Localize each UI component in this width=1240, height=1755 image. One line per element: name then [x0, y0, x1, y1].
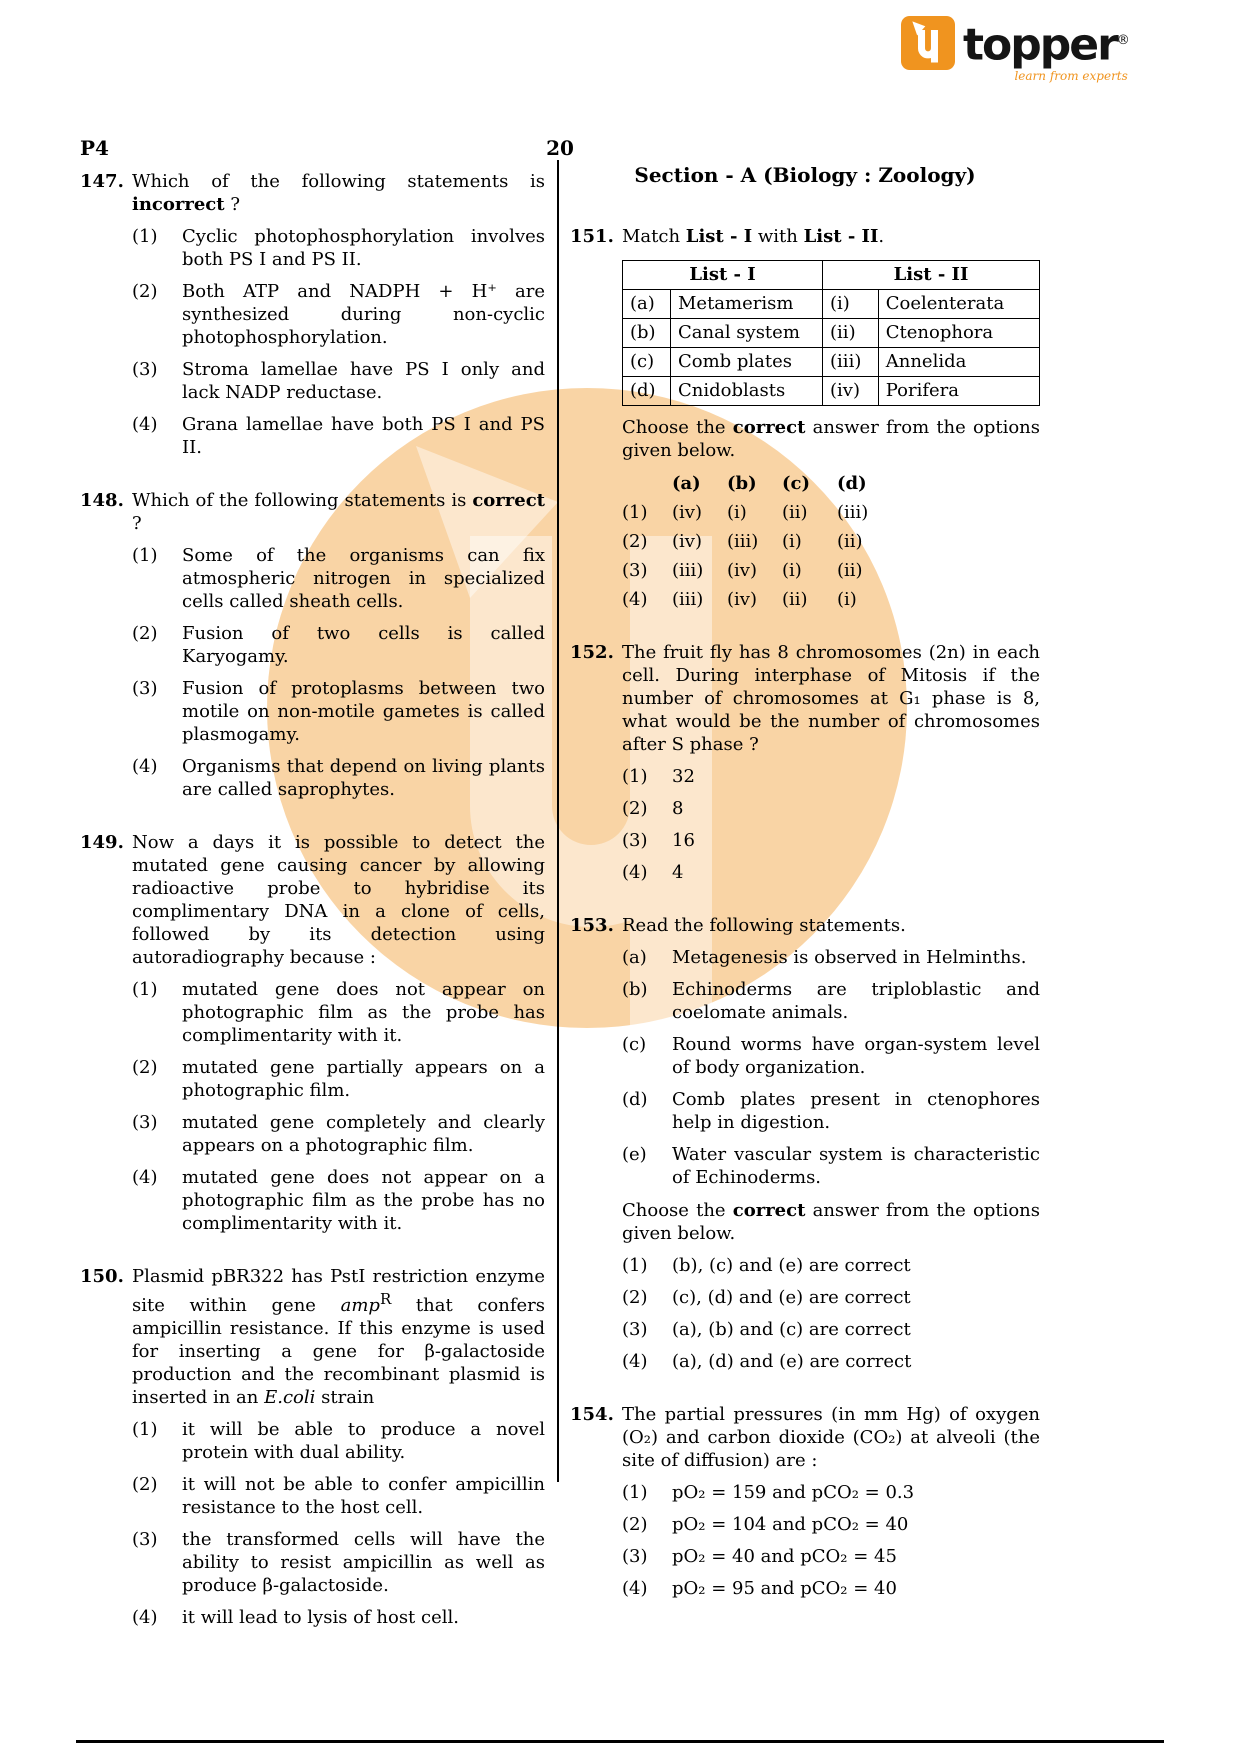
choose-bold: correct [732, 417, 806, 438]
option-text: mutated gene does not appear on a photographic film as the probe has no complimentarity with it. [182, 1167, 545, 1234]
matrix-cell: (i) [782, 531, 802, 552]
left-column [80, 170, 545, 1659]
matrix-cell: (ii) [837, 560, 863, 581]
page-number: 20 [546, 136, 574, 160]
match-table-header-row [623, 261, 1040, 290]
option-text: Organisms that depend on living plants are called saprophytes. [182, 756, 545, 800]
matrix-cell: (iii) [672, 589, 704, 610]
option-row [132, 358, 545, 404]
match-left-text: Cnidoblasts [670, 377, 822, 406]
stem-text: strain [315, 1387, 375, 1408]
question-stem [622, 225, 1040, 248]
option-text: it will not be able to confer ampicillin resistance to the host cell. [182, 1474, 545, 1518]
option-label: (3) [132, 1112, 158, 1133]
option-label: (2) [132, 1474, 158, 1495]
stem-text: . [878, 226, 885, 247]
question-body [132, 1265, 545, 1629]
option-row [622, 829, 1040, 852]
option-row [622, 1318, 1040, 1341]
statement-label: (e) [622, 1144, 647, 1165]
option-label: (2) [132, 623, 158, 644]
matrix-header-row [622, 472, 1040, 495]
option-label: (1) [622, 502, 648, 523]
brand-word: topper [963, 19, 1117, 71]
question-body [132, 489, 545, 801]
matrix-header-cell: (c) [782, 473, 810, 494]
question-stem: The partial pressures (in mm Hg) of oxygen (O₂) and carbon dioxide (CO₂) at alveoli (the site of diffusion) are : [622, 1404, 1040, 1471]
matrix-option-row [622, 588, 1040, 611]
match-left-text: Metamerism [670, 290, 822, 319]
option-label: (3) [132, 359, 158, 380]
option-text: mutated gene completely and clearly appears on a photographic film. [182, 1112, 545, 1156]
option-label: (4) [622, 589, 648, 610]
matrix-cell: (iii) [727, 531, 759, 552]
option-row [622, 1545, 1040, 1568]
option-text: it will lead to lysis of host cell. [182, 1607, 459, 1628]
option-text: (c), (d) and (e) are correct [672, 1287, 911, 1308]
match-table-header-list2: List - II [823, 261, 1040, 290]
matrix-cell: (i) [837, 589, 857, 610]
option-text: pO₂ = 104 and pCO₂ = 40 [672, 1514, 909, 1535]
match-left-text: Canal system [670, 319, 822, 348]
matrix-cell: (ii) [782, 589, 808, 610]
question-153 [570, 914, 1040, 1373]
matrix-cell: (iii) [837, 502, 869, 523]
option-text: Some of the organisms can fix atmospheric nitrogen in specialized cells called sheath cells. [182, 545, 545, 612]
question-body [132, 170, 545, 459]
match-right-text: Annelida [878, 348, 1039, 377]
option-text: 4 [672, 862, 684, 883]
brand-tagline: learn from experts [1014, 68, 1128, 83]
statement-row [622, 1088, 1040, 1134]
option-row [622, 1577, 1040, 1600]
question-number: 149. [80, 832, 124, 853]
option-label: (1) [132, 226, 158, 247]
stem-bold: correct [472, 490, 545, 511]
option-label: (4) [132, 756, 158, 777]
option-text: Both ATP and NADPH + H⁺ are synthesized during non-cyclic photophosphorylation. [182, 281, 545, 348]
statement-label: (c) [622, 1034, 647, 1055]
option-label: (1) [622, 1482, 648, 1503]
choose-text: Choose the [622, 417, 733, 438]
choose-text: answer from the options given below. [622, 1200, 1040, 1244]
option-text: the transformed cells will have the ability to resist ampicillin as well as produce β-galactoside. [182, 1529, 545, 1596]
option-row [132, 755, 545, 801]
option-label: (3) [622, 1319, 648, 1340]
topper-u-icon [901, 16, 955, 70]
match-left-label: (c) [623, 348, 671, 377]
option-text: (b), (c) and (e) are correct [672, 1255, 911, 1276]
question-151 [570, 225, 1040, 611]
option-row [132, 280, 545, 349]
stem-bold: List - I [685, 226, 753, 247]
option-text: mutated gene does not appear on photographic film as the probe has complimentarity with it. [182, 979, 545, 1046]
statement-label: (a) [622, 947, 647, 968]
option-text: pO₂ = 159 and pCO₂ = 0.3 [672, 1482, 915, 1503]
match-table-row [623, 377, 1040, 406]
question-number: 152. [570, 642, 614, 663]
matrix-cell: (iv) [727, 560, 757, 581]
stem-superscript: R [379, 1290, 392, 1308]
option-row [132, 978, 545, 1047]
option-text: Fusion of two cells is called Karyogamy. [182, 623, 545, 667]
option-row [132, 1606, 545, 1629]
option-label: (3) [132, 1529, 158, 1550]
statement-text: Echinoderms are triploblastic and coelomate animals. [672, 979, 1040, 1023]
match-table-row [623, 319, 1040, 348]
option-text: Grana lamellae have both PS I and PS II. [182, 414, 545, 458]
match-table [622, 260, 1040, 406]
question-149 [80, 831, 545, 1235]
question-number: 153. [570, 915, 614, 936]
choose-instruction [622, 416, 1040, 462]
option-row [622, 1254, 1040, 1277]
option-label: (4) [132, 1167, 158, 1188]
option-label: (3) [622, 830, 648, 851]
option-row [132, 622, 545, 668]
paper-code: P4 [80, 136, 109, 160]
option-label: (2) [132, 1057, 158, 1078]
statement-label: (b) [622, 979, 648, 1000]
column-divider [557, 160, 559, 1482]
question-148 [80, 489, 545, 801]
option-text: pO₂ = 95 and pCO₂ = 40 [672, 1578, 897, 1599]
question-number: 151. [570, 226, 614, 247]
stem-text: Plasmid pBR322 has PstI restriction enzyme site within gene [132, 1266, 545, 1316]
option-label: (4) [132, 1607, 158, 1628]
stem-bold: incorrect [132, 194, 225, 215]
brand-text [963, 16, 1128, 83]
topper-logo [901, 16, 1128, 83]
match-right-text: Porifera [878, 377, 1039, 406]
option-text: it will be able to produce a novel protein with dual ability. [182, 1419, 545, 1463]
matrix-option-row [622, 530, 1040, 553]
question-150 [80, 1265, 545, 1629]
registered-mark: ® [1116, 33, 1128, 48]
statement-row [622, 978, 1040, 1024]
option-row [132, 1418, 545, 1464]
matrix-option-row [622, 501, 1040, 524]
option-label: (2) [132, 281, 158, 302]
option-row [132, 225, 545, 271]
option-label: (3) [132, 678, 158, 699]
match-right-label: (ii) [823, 319, 879, 348]
question-number: 150. [80, 1266, 124, 1287]
match-left-label: (d) [623, 377, 671, 406]
option-text: (a), (b) and (c) are correct [672, 1319, 911, 1340]
option-label: (1) [132, 545, 158, 566]
question-stem: Read the following statements. [622, 915, 906, 936]
matrix-header-cell: (a) [672, 473, 701, 494]
matrix-cell: (i) [782, 560, 802, 581]
question-body [622, 1403, 1040, 1600]
matrix-option-row [622, 559, 1040, 582]
option-label: (1) [132, 979, 158, 1000]
option-label: (2) [622, 1514, 648, 1535]
statement-row [622, 946, 1040, 969]
option-text: (a), (d) and (e) are correct [672, 1351, 912, 1372]
stem-text: Match [622, 226, 686, 247]
question-body [622, 641, 1040, 884]
option-row [622, 797, 1040, 820]
right-column [570, 164, 1040, 1630]
statement-label: (d) [622, 1089, 648, 1110]
matrix-header-cell: (d) [837, 473, 867, 494]
option-label: (3) [622, 1546, 648, 1567]
choose-text: Choose the [622, 1200, 733, 1221]
option-row [132, 677, 545, 746]
statement-text: Comb plates present in ctenophores help in digestion. [672, 1089, 1040, 1133]
option-row [132, 1473, 545, 1519]
option-text: 16 [672, 830, 695, 851]
option-row [132, 413, 545, 459]
option-text: pO₂ = 40 and pCO₂ = 45 [672, 1546, 897, 1567]
option-text: Stroma lamellae have PS I only and lack NADP reductase. [182, 359, 545, 403]
matrix-header-spacer [622, 472, 672, 495]
question-body [622, 225, 1040, 611]
option-text: Cyclic photophosphorylation involves both PS I and PS II. [182, 226, 545, 270]
match-table-header-list1: List - I [623, 261, 823, 290]
option-row [622, 1513, 1040, 1536]
option-row [132, 1166, 545, 1235]
statement-row [622, 1143, 1040, 1189]
stem-text: ? [132, 513, 142, 534]
stem-text: Which of the following statements is [132, 490, 473, 511]
statement-row [622, 1033, 1040, 1079]
option-label: (2) [622, 1287, 648, 1308]
brand-name [963, 16, 1128, 71]
matrix-cell: (iv) [672, 502, 702, 523]
question-stem [132, 1265, 545, 1409]
option-label: (2) [622, 798, 648, 819]
stem-bold: List - II [803, 226, 879, 247]
question-stem: Now a days it is possible to detect the mutated gene causing cancer by allowing radioactive probe to hybridise its complimentary DNA in a clone of cells, followed by its detection using autoradiography because : [132, 832, 545, 968]
stem-text: with [752, 226, 804, 247]
option-row [622, 861, 1040, 884]
option-row [132, 1056, 545, 1102]
option-label: (3) [622, 560, 648, 581]
match-right-label: (i) [823, 290, 879, 319]
question-number: 154. [570, 1404, 614, 1425]
matrix-cell: (iv) [672, 531, 702, 552]
option-label: (4) [622, 1578, 648, 1599]
option-row [132, 544, 545, 613]
question-147 [80, 170, 545, 459]
option-text: Fusion of protoplasms between two motile on non-motile gametes is called plasmogamy. [182, 678, 545, 745]
section-title: Section - A (Biology : Zoology) [634, 163, 976, 187]
option-label: (4) [132, 414, 158, 435]
question-body [132, 831, 545, 1235]
matrix-cell: (ii) [837, 531, 863, 552]
option-row [622, 765, 1040, 788]
match-left-text: Comb plates [670, 348, 822, 377]
question-number: 148. [80, 490, 124, 511]
option-label: (4) [622, 862, 648, 883]
matrix-cell: (ii) [782, 502, 808, 523]
answer-matrix [622, 472, 1040, 611]
statement-text: Water vascular system is characteristic of Echinoderms. [672, 1144, 1040, 1188]
question-body [622, 914, 1040, 1373]
match-right-label: (iv) [823, 377, 879, 406]
page-header [80, 136, 1040, 162]
choose-instruction [622, 1199, 1040, 1245]
topper-logo-icon [901, 16, 955, 70]
option-row [622, 1350, 1040, 1373]
matrix-cell: (iv) [727, 589, 757, 610]
option-row [132, 1111, 545, 1157]
bottom-rule [76, 1740, 1164, 1743]
match-right-text: Coelenterata [878, 290, 1039, 319]
option-row [622, 1286, 1040, 1309]
statement-text: Metagenesis is observed in Helminths. [672, 947, 1027, 968]
question-stem [132, 489, 545, 535]
question-154 [570, 1403, 1040, 1600]
stem-text: that confers ampicillin resistance. If this enzyme is used for inserting a gene for β-galactoside production and the recombinant plasmid is inserted in an [132, 1295, 545, 1408]
match-table-row [623, 290, 1040, 319]
option-text: 32 [672, 766, 695, 787]
choose-bold: correct [732, 1200, 806, 1221]
option-label: (4) [622, 1351, 648, 1372]
stem-text: ? [224, 194, 240, 215]
option-row [622, 1481, 1040, 1504]
match-left-label: (b) [623, 319, 671, 348]
option-label: (1) [622, 1255, 648, 1276]
matrix-cell: (iii) [672, 560, 704, 581]
question-stem [132, 170, 545, 216]
option-label: (2) [622, 531, 648, 552]
choose-text: answer from the options given below. [622, 417, 1040, 461]
match-left-label: (a) [623, 290, 671, 319]
option-text: mutated gene partially appears on a photographic film. [182, 1057, 545, 1101]
option-text: 8 [672, 798, 684, 819]
match-table-row [623, 348, 1040, 377]
stem-italic: E.coli [264, 1387, 316, 1408]
question-number: 147. [80, 171, 124, 192]
option-row [132, 1528, 545, 1597]
statement-text: Round worms have organ-system level of body organization. [672, 1034, 1040, 1078]
stem-text: Which of the following statements is [132, 171, 545, 192]
question-stem: The fruit fly has 8 chromosomes (2n) in each cell. During interphase of Mitosis if the number of chromosomes at G₁ phase is 8, what would be the number of chromosomes after S phase ? [622, 642, 1040, 755]
matrix-header-cell: (b) [727, 473, 757, 494]
match-right-text: Ctenophora [878, 319, 1039, 348]
match-right-label: (iii) [823, 348, 879, 377]
matrix-cell: (i) [727, 502, 747, 523]
stem-italic: amp [340, 1295, 380, 1316]
option-label: (1) [132, 1419, 158, 1440]
option-label: (1) [622, 766, 648, 787]
question-152 [570, 641, 1040, 884]
